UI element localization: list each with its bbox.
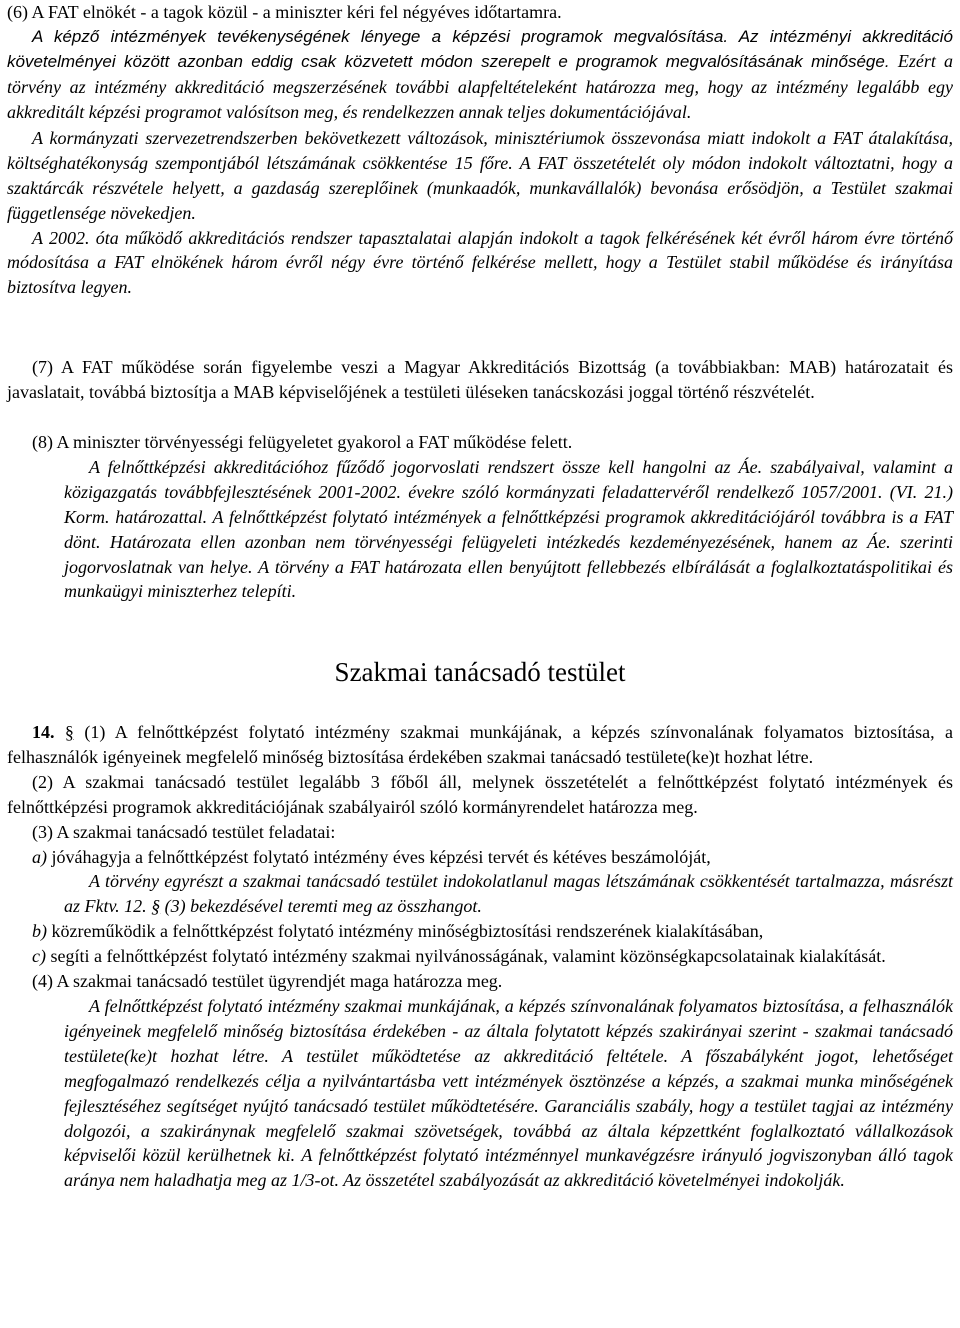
section-14-para-3: (3) A szakmai tanácsadó testület feladatai: xyxy=(32,821,336,842)
paragraph-8 xyxy=(7,430,953,604)
section-14-para-1-text: (1) A felnőttképzést folytató intézmény szakmai munkájának, a képzés színvonalának folyamatos biztosítása, a felhasználók igényeinek megfelelő minőség biztosítása érdekében szakmai tanácsadó testülete(ke)t hozhat létre. xyxy=(7,722,954,767)
section-14 xyxy=(7,720,953,1193)
paragraph-6-text: (6) A FAT elnökét - a tagok közül - a miniszter kéri fel négyéves időtartamra. xyxy=(7,2,562,22)
item-a-text: jóváhagyja a felnőttképzést folytató intézmény éves képzési tervét és kétéves beszámolóját, xyxy=(47,846,711,867)
item-b xyxy=(7,919,953,944)
item-b-label: b) xyxy=(32,921,47,942)
section-sign-link[interactable]: § xyxy=(64,722,74,742)
item-a xyxy=(7,845,953,870)
paragraph-6-commentary-3: A 2002. óta működő akkreditációs rendszer tapasztalatai alapján indokolt a tagok felkérésének két évről három évre történő módosítása a FAT elnökének három évről négy évre történő felkérése mellett, hogy a Testület stabil működése és irányítása biztosítva legyen. xyxy=(7,227,953,298)
paragraph-7-text: (7) A FAT működése során figyelembe veszi a Magyar Akkreditációs Bizottság (a továbbiakban: MAB) határozatait és javaslatait, továbbá biztosítja a MAB képviselőjének a testületi üléseken tanácskozási joggal történő részvételét. xyxy=(7,357,953,402)
item-c xyxy=(7,944,953,969)
commentary-serif-part: Ezért a törvény az intézmény akkreditáció megszerzésének további alapfeltételeként határozza meg, hogy az intézmény legalább egy akkreditált képzési programot valósítson meg, és rendelkezzen annak teljes dokumentációjával. xyxy=(7,51,953,123)
item-c-label: c) xyxy=(32,946,46,967)
item-a-commentary xyxy=(64,869,953,919)
paragraph-6-commentary xyxy=(7,25,953,126)
paragraph-6-commentary-2: A kormányzati szervezetrendszerben bekövetkezett változások, minisztériumok összevonása miatt indokolt a FAT átalakítása, költséghatékonyság szempontjából létszámának csökkentése 15 főre. A FAT összetételét oly módon indokolt változtatni, hogy a szaktárcák részvétele helyett, a gazdaság szereplőinek (munkaadók, munkavállalók) bevonása erősödjön, a Testület szakmai függetlensége növekedjen. xyxy=(7,127,953,223)
item-a-label: a) xyxy=(32,846,47,867)
section-14-para-1 xyxy=(7,720,953,770)
paragraph-7 xyxy=(7,355,953,405)
item-b-text: közreműködik a felnőttképzést folytató intézmény minőségbiztosítási rendszerének kialakításában, xyxy=(47,921,764,942)
commentary-sans-part: A képző intézmények tevékenységének lényege a képzési programok megvalósítása. Az intézményi akkreditáció követelményei között azonban eddig csak közvetett módon szerepelt e programok megvalósításának minősége. xyxy=(7,26,953,72)
section-14-para-4: (4) A szakmai tanácsadó testület ügyrendjét maga határozza meg. xyxy=(32,971,503,992)
section-14-para-2: (2) A szakmai tanácsadó testület legalább 3 főből áll, melynek összetételét a felnőttképzést folytató intézmények és felnőttképzési programok akkreditációjának szabályairól szóló kormányrendelet határozza meg. xyxy=(7,771,953,817)
section-14-para-4-commentary: A felnőttképzést folytató intézmény szakmai munkájának, a képzés színvonalának folyamatos biztosítása, a felhasználók igényeinek megfelelő minőség biztosítása érdekében - az általa folytatott képzés szakirányai szerint - szakmai tanácsadó testülete(ke)t hozhat létre. A testület működtetése az akkreditáció feltétele. A főszabályként jogot, lehetőséget megfogalmazó rendelkezés célja a nyilvántartásba vett intézmények ösztönzése a képzés, a szakmai munka minőségének fejlesztéséhez segítséget nyújtó tanácsadó testület működtetésére. Garanciális szabály, hogy a testület tagjai az intézmény dolgozói, a szakiránynak megfelelő szakmai szövetségek, továbbá az általa képzettként foglalkoztató vállalkozások képviselői közül kerülhetnek ki. A felnőttképzést folytató intézménnyel munkavégzésre irányuló jogviszonyban álló tagok aránya nem haladhatja meg az 1/3-ot. Az összetétel szabályozását az akkreditáció követelményei indokolják. xyxy=(64,995,953,1191)
item-c-text: segíti a felnőttképzést folytató intézmény szakmai nyilvánosságának, valamint közönségkapcsolatainak kialakítását. xyxy=(45,946,886,967)
paragraph-8-commentary: A felnőttképzési akkreditációhoz fűződő jogorvoslati rendszert össze kell hangolni az Áe. szabályaival, valamint a közigazgatás továbbfejlesztésének 2001-2002. évekre szóló kormányzati feladattervéről rendelkező 1057/2001. (VI. 21.) Korm. határozattal. A felnőttképzést folytató intézmények a felnőttképzési programok akkreditációjáról továbbra is a FAT dönt. Határozata ellen azonban nem törvényességi felügyeleti intézkedés kezdeményezésének, hanem az Áe. szerinti jogorvoslatnak van helye. A törvény a FAT határozata ellen benyújtott fellebbezés elbírálását a foglalkoztatáspolitikai és munkaügyi miniszterhez telepíti. xyxy=(64,456,953,602)
section-number: 14. xyxy=(32,722,55,742)
section-heading: Szakmai tanácsadó testület xyxy=(334,657,626,687)
paragraph-6 xyxy=(7,0,953,300)
paragraph-8-text: (8) A miniszter törvényességi felügyeletet gyakorol a FAT működése felett. xyxy=(32,432,573,452)
section-sign-link-2[interactable]: § xyxy=(151,896,161,917)
item-a-commentary-part-1: A törvény egyrészt a szakmai tanácsadó testület indokolatlanul magas létszámának csökkentését tartalmazza, másrészt az Fktv. 12. xyxy=(64,871,953,917)
item-a-commentary-part-2: (3) bekezdésével teremti meg az összhangot. xyxy=(160,896,482,917)
